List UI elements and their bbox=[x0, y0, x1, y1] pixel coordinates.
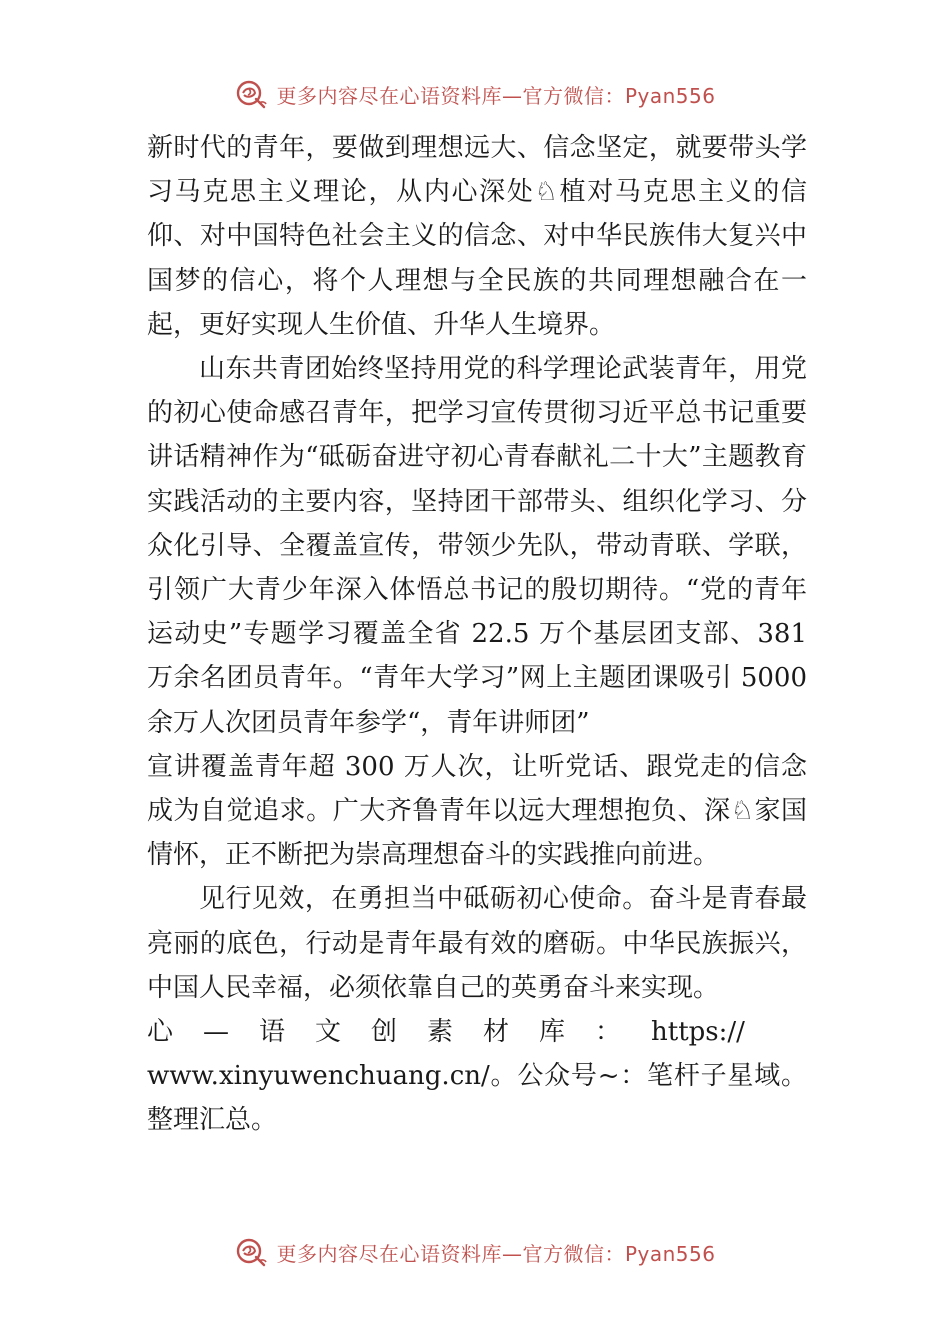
footer-banner-text: 更多内容尽在心语资料库—官方微信：Pyan556 bbox=[276, 1241, 716, 1266]
footer-banner bbox=[0, 1232, 950, 1272]
rose-logo-icon bbox=[234, 1235, 268, 1269]
paragraph-1: 新时代的青年，要做到理想远大、信念坚定，就要带头学习马克思主义理论，从内心深处♘植对马克思主义的信仰、对中国特色社会主义的信念、对中华民族伟大复兴中国梦的信心，将个人理想与全民族的共同理想融合在一起，更好实现人生价值、升华人生境界。 bbox=[147, 133, 807, 340]
source-url-start: https:// bbox=[651, 1017, 745, 1048]
source-line bbox=[147, 1010, 807, 1054]
paragraph-3: 宣讲覆盖青年超 300 万人次，让听党话、跟党走的信念成为自觉追求。广大齐鲁青年以远大理想抱负、深♘家国情怀，正不断把为崇高理想奋斗的实践推向前进。 bbox=[147, 751, 807, 871]
paragraph-2: 山东共青团始终坚持用党的科学理论武装青年，用党的初心使命感召青年，把学习宣传贯彻习近平总书记重要讲话精神作为“砥砺奋进守初心青春献礼二十大”主题教育实践活动的主要内容，坚持团干部带头、组织化学习、分众化引导、全覆盖宣传，带领少先队，带动青联、学联，引领广大青少年深入体悟总书记的殷切期待。“党的青年运动史”专题学习覆盖全省 22.5 万个基层团支部、381 万余名团员青年。“青年大学习”网上主题团课吸引 5000 余万人次团员青年参学“，青年讲师团” bbox=[147, 354, 807, 738]
rose-logo-icon bbox=[234, 77, 268, 111]
source-url-rest: www.xinyuwenchuang.cn/。公众号~：笔杆子星域。整理汇总。 bbox=[147, 1061, 807, 1136]
source-label: 心—语文创素材库： bbox=[147, 1017, 652, 1048]
header-banner-text: 更多内容尽在心语资料库—官方微信：Pyan556 bbox=[276, 83, 716, 108]
paragraph-4: 见行见效，在勇担当中砥砺初心使命。奋斗是青春最亮丽的底色，行动是青年最有效的磨砺。中华民族振兴，中国人民幸福，必须依靠自己的英勇奋斗来实现。 bbox=[147, 884, 807, 1003]
header-banner bbox=[0, 74, 950, 114]
document-body bbox=[147, 126, 807, 1143]
